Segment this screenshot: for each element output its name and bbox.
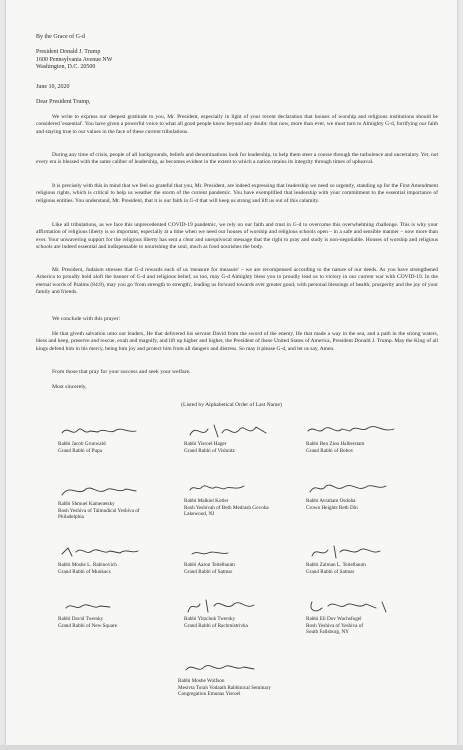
signature-block [184,421,304,454]
signatory-title: Rosh Yeshivah of Beth Medrash Govoha [184,504,269,511]
signatory-name: Rabbi Jacob Grunwald [58,441,106,447]
sign-off: Most sincerely, [52,384,87,390]
handwritten-signature [58,596,150,616]
signature-block [58,481,178,521]
signature-block [58,596,178,629]
signatory-name: Rabbi Moshe Wolfson [178,678,225,684]
signatory-title: Grand Rabbi of Bobov [306,447,354,454]
paragraph-5: Mr. President, Judaism stresses that G-d rewards each of us 'measure for measure' – we are recompensed according to the nature of our deeds. As you have strengthened America to proudly hold aloft the banner of G-d and religious belief, so too, may G-d Almighty bless you to proudly lead us to victory in our current war with COVID-19. In the eternal words of Psalms (84:8), may you go 'from strength to strength', leading us forward towards ever greater good, with personal blessings of health, prosperity and the joy of your family and friends. [36,267,438,296]
signatory-title: Grand Rabbi of Munkacs [58,568,111,575]
signatory-name: Rabbi Aaron Teitelbaum [184,562,235,568]
invocation: By the Grace of G-d [36,34,85,40]
recipient-name: President Donald J. Trump [36,49,101,55]
signatory-title: Grand Rabbi of New Square [58,622,118,629]
signature-block [184,478,304,518]
letter-page [6,0,457,745]
paragraph-1: We write to express our deepest gratitude to you, Mr. President, especially in light of your recent declaration that houses of worship and religious institutions should be considered 'essential'. You have given a powerful voice to what all good people know beyond any doubt: that now, more than ever, we must turn to Almighty G-d, fortifying our faith and staying true to our values in the face of these current tribulations. [36,114,438,135]
signatory-name: Rabbi David Twersky [58,616,104,622]
recipient-block [36,49,112,72]
handwritten-signature [184,478,276,498]
signatory-title: Grand Rabbi of Vishnitz [184,447,235,454]
letter-date: June 10, 2020 [36,84,70,90]
signatory-name: Rabbi Malkiel Kotler [184,498,229,504]
recipient-address-city: Washington, D.C. 20500 [36,64,96,71]
recipient-address-street: 1600 Pennsylvania Avenue NW [36,56,113,63]
signature-block [306,421,426,454]
signatory-name: Rabbi Yitzchok Twersky [184,616,236,622]
signatory-title: Grand Rabbi of Pupa [58,447,102,454]
signatory-title-line-2: Lakewood, NJ [184,511,215,518]
paragraph-3: It is precisely with this in mind that we feel so grateful that you, Mr. President, are indeed expressing that leadership we need so urgently, standing up for the First Amendment religious rights, which is critical to help us weather the storm of the current pandemic. You have exemplified that leadership with your commitment to the essential importance of religious entities. You understand, Mr. President, that it is our faith in G-d that will keep us strong and lift us out of this calamity. [36,183,438,204]
handwritten-signature [58,421,150,441]
signatory-name: Rabbi Eli Dov Wachsfogel [306,616,362,622]
handwritten-signature [184,542,276,562]
signatory-name: Rabbi Ben Zion Halberstam [306,441,365,447]
signatory-title: Crown Heights Beth Din [306,504,358,511]
handwritten-signature [184,596,276,616]
prayer-text: He that giveth salvation unto our leaders, He that delivered his servant David from the sword of the enemy, He that made a way in the sea, and a path in the strong waters, bless and keep, preserve and rescue, exalt and magnify, and lift up higher and higher, the President of these United States of America, President Donald J. Trump. May the King of all kings defend him in his mercy, being him joy and protect him from all dangers and distress. So may it please G-d, and let us say, Amen. [36,331,438,352]
scan-border [0,745,463,750]
handwritten-signature [58,481,150,501]
handwritten-signature [306,421,398,441]
signatory-name: Rabbi Avraham Osdoba [306,498,356,504]
handwritten-signature [306,478,398,498]
signature-block [178,658,318,698]
handwritten-signature [306,596,398,616]
signatory-name: Rabbi Shmuel Kamenetsky [58,501,115,507]
signatory-title: Grand Rabbi of Satmar [306,568,355,575]
signatory-name: Rabbi Yisroel Hager [184,441,227,447]
prayer-intro: We conclude with this prayer: [52,316,121,322]
signatory-title-line-2: Philadelphia [58,514,84,521]
paragraph-4: Like all tribulations, as we face this unprecedented COVID-19 pandemic, we rely on our faith and trust in G-d to overcome this overwhelming challenge. This is why your affirmation of religious liberty is so important, especially at a time when we need our houses of worship and religious schools open – in a safe and sensible manner – now more than ever. Your unwavering support for the religious liberty has sent a clear and unequivocal message that the right to pray and study is non-negotiable. Houses of worship and religious schools are indeed essential and indispensable to nourishing the soul, much as food nourishes the body. [36,222,438,251]
signature-block [184,596,304,629]
signatory-title: Mesivta Torah Vodaath Rabbinical Seminary [178,684,271,691]
salutation: Dear President Trump, [36,99,91,105]
signatory-title: Grand Rabbi of Rachmistrivka [184,622,248,629]
signatory-title: Grand Rabbi of Satmar [184,568,233,575]
handwritten-signature [184,421,276,441]
signature-block [306,478,426,511]
handwritten-signature [306,542,398,562]
signature-block [306,542,426,575]
ordering-note: (Listed by Alphabetical Order of Last Name) [181,402,282,408]
signatory-title: Rosh Yeshiva of Talmudical Yeshiva of [58,507,140,514]
signature-block [184,542,304,575]
signature-block [58,421,178,454]
paragraph-2: During any time of crisis, people of all backgrounds, beliefs and denominations look for leadership, to help them steer a course through the turbulence and uncertainty. Yet, not every era is blessed with the same caliber of leadership, as becomes evident in the extent to which a nation retains its integrity through times of upheaval. [36,152,438,166]
closing-line: From those that pray for your success and seek your welfare. [52,369,191,375]
handwritten-signature [178,658,270,678]
handwritten-signature [58,542,150,562]
signature-block [306,596,426,636]
signature-block [58,542,178,575]
signatory-name: Rabbi Zalman L. Teitelbaum [306,562,366,568]
signatory-name: Rabbi Moshe L. Rabinovich [58,562,117,568]
signatory-title: Rosh Yeshiva of Yeshiva of [306,622,364,629]
signatory-title-line-2: South Fallsburg, NY [306,629,349,636]
signatory-title-line-2: Congregation Emunas Yisroel [178,691,241,698]
